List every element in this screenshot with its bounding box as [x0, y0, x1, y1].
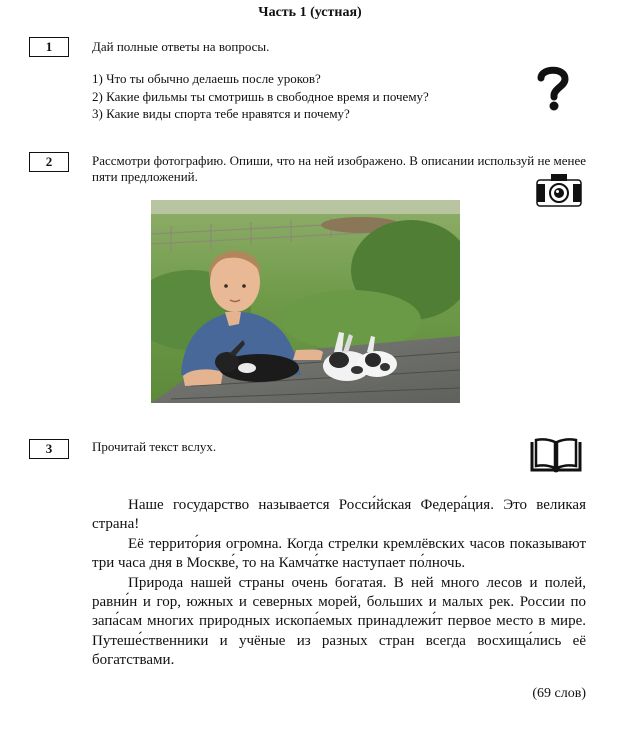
photo-boy-with-rabbits: [151, 200, 460, 403]
task-2-instruction: Рассмотри фотографию. Опиши, что на ней изображено. В описании используй не менее пяти предложений.: [92, 153, 586, 184]
reading-paragraph: Её террито́рия огромна. Когда стрелки кремлёвских часов показывают три часа дня в Москве́, то на Камча́тке наступает по́лночь.: [92, 535, 586, 572]
task-2-number: 2: [29, 152, 69, 172]
word-count: (69 слов): [532, 686, 586, 701]
page-title: Часть 1 (устная): [258, 5, 362, 20]
task-1-number: 1: [29, 37, 69, 57]
reading-text: [92, 496, 586, 671]
task-3-instruction: Прочитай текст вслух.: [92, 439, 217, 454]
camera-icon: [535, 172, 583, 213]
task-1-instruction: Дай полные ответы на вопросы.: [92, 39, 270, 54]
task-1-question: 1) Что ты обычно делаешь после уроков?: [92, 71, 321, 86]
task-1-question: 2) Какие фильмы ты смотришь в свободное время и почему?: [92, 89, 429, 104]
reading-paragraph: Природа нашей страны очень богатая. В ней много лесов и полей, равни́н и гор, южных и северных морей, больших и малых рек. России по запа́сам многих природных ископа́емых принадлежи́т первое место в мире. Путеше́ственники и учёные из разных стран всегда восхища́лись её богатствами.: [92, 574, 586, 669]
open-book-icon: [528, 436, 584, 481]
task-3-number: 3: [29, 439, 69, 459]
task-1-question: 3) Какие виды спорта тебе нравятся и почему?: [92, 106, 350, 121]
reading-paragraph: Наше государство называется Росси́йская Федера́ция. Это великая страна!: [92, 497, 586, 533]
question-mark-icon: [533, 64, 573, 117]
